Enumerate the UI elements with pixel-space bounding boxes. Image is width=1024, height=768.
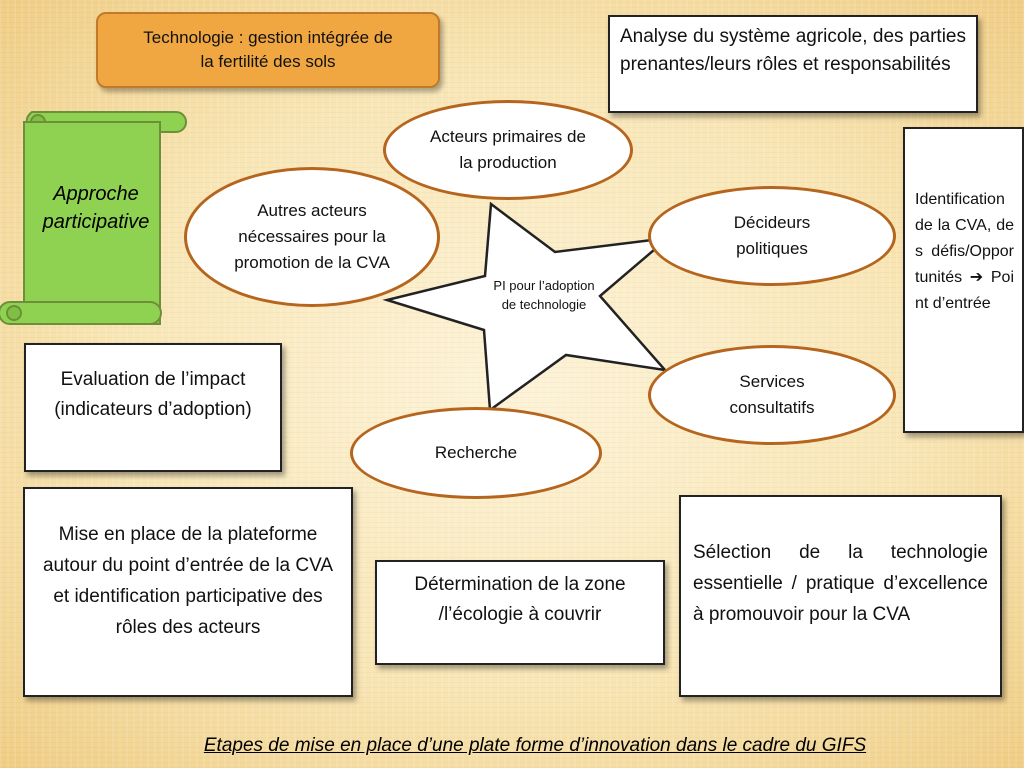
box-analyse <box>608 15 978 113</box>
box-selection-text: Sélection de la technologie essentielle / pratique d’excellence à promouvoir pour la CVA <box>693 542 988 625</box>
ellipse-autres-acteurs <box>184 167 440 307</box>
box-mise-en-place <box>23 487 353 697</box>
box-selection <box>679 495 1002 697</box>
box-identification <box>903 127 1024 433</box>
diagram-caption: Etapes de mise en place d’une plate forme d’innovation dans le cadre du GIFS <box>203 735 867 756</box>
ellipse-services-text: Services consultatifs <box>729 372 815 417</box>
box-determination-text: Détermination de la zone /l’écologie à couvrir <box>414 574 626 625</box>
ellipse-services <box>648 345 896 445</box>
box-mise-en-place-text: Mise en place de la plateforme autour du point d’entrée de la CVA et identification participative des rôles des acteurs <box>42 524 334 638</box>
box-determination <box>375 560 665 665</box>
title-ribbon-text: Technologie : gestion intégrée de la fertilité des sols <box>143 28 393 71</box>
box-evaluation <box>24 343 282 472</box>
ellipse-decideurs-text: Décideurs politiques <box>733 213 811 258</box>
star-label: PI pour l’adoption de technologie <box>493 278 595 312</box>
ellipse-acteurs-primaires <box>383 100 633 200</box>
box-evaluation-text: Evaluation de l’impact (indicateurs d’adoption) <box>54 369 252 420</box>
ellipse-decideurs <box>648 186 896 286</box>
ellipse-recherche-text: Recherche <box>434 443 518 462</box>
scroll-label: Approche participative <box>42 183 150 233</box>
ellipse-recherche <box>350 407 602 499</box>
box-analyse-text: Analyse du système agricole, des parties prenantes/leurs rôles et responsabilités <box>620 26 966 75</box>
ellipse-autres-acteurs-text: Autres acteurs nécessaires pour la promotion de la CVA <box>234 201 390 272</box>
ellipse-acteurs-primaires-text: Acteurs primaires de la production <box>430 127 586 172</box>
box-identification-text: Identification de la CVA, des défis/Opportunités ➔ Point d’entrée <box>915 191 1014 312</box>
